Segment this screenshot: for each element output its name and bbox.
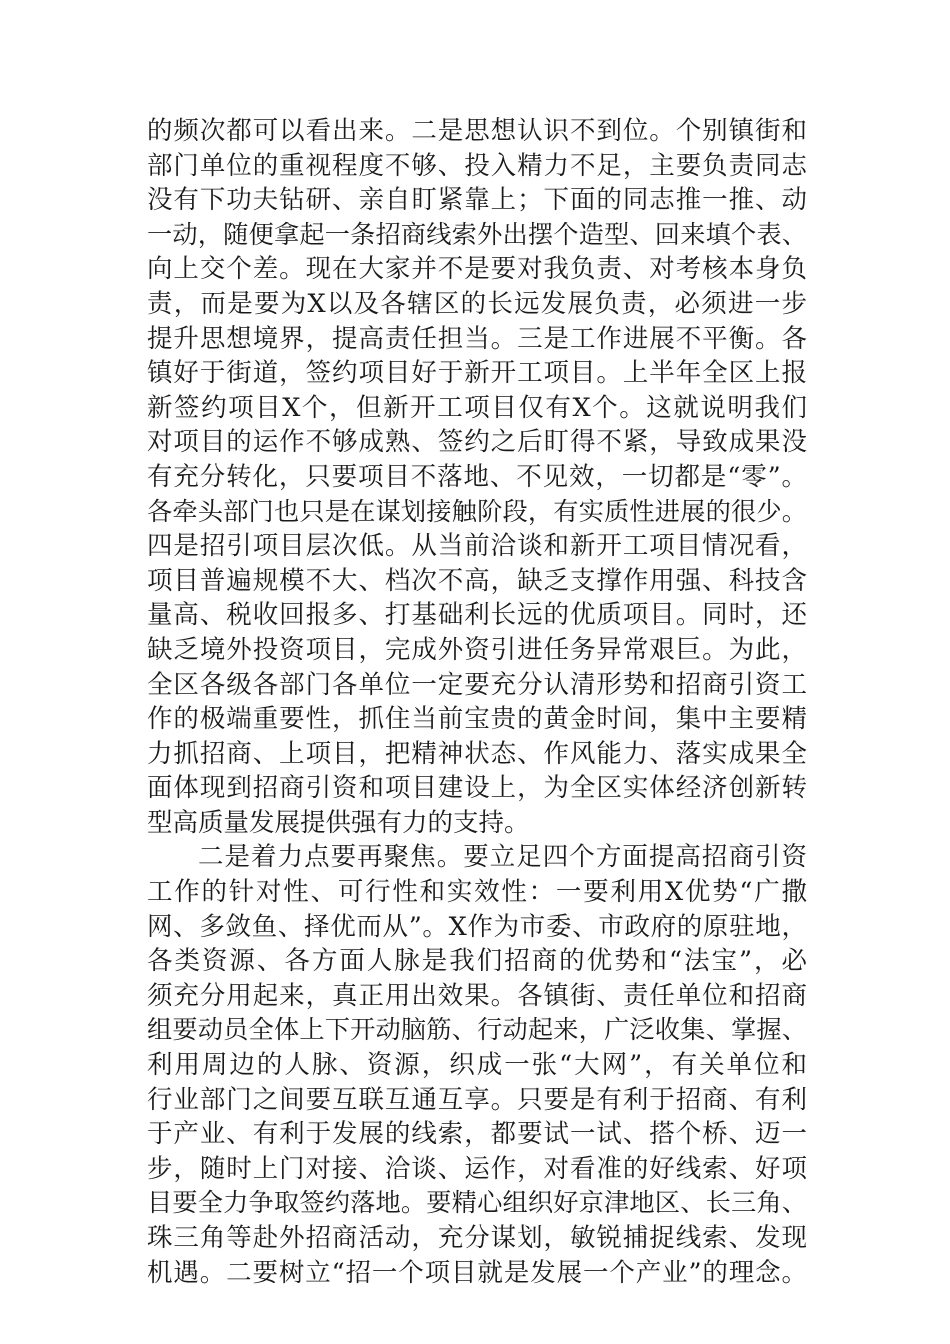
text-line: 新签约项目X个，但新开工项目仅有X个。这就说明我们 <box>147 392 807 423</box>
text-line: 责，而是要为X以及各辖区的长远发展负责，必须进一步 <box>147 288 807 319</box>
text-line: 向上交个差。现在大家并不是要对我负责、对考核本身负 <box>147 254 807 285</box>
paragraph <box>147 840 807 1290</box>
text-line: 型高质量发展提供强有力的支持。 <box>147 807 530 838</box>
text-line: 于产业、有利于发展的线索，都要试一试、搭个桥、迈一 <box>147 1119 807 1150</box>
text-line: 各牵头部门也只是在谋划接触阶段，有实质性进展的很少。 <box>147 496 807 526</box>
text-line: 缺乏境外投资项目，完成外资引进任务异常艰巨。为此， <box>147 634 807 665</box>
text-line: 面体现到招商引资和项目建设上，为全区实体经济创新转 <box>147 773 807 804</box>
text-line: 力抓招商、上项目，把精神状态、作风能力、落实成果全 <box>147 738 807 769</box>
paragraph <box>147 114 807 840</box>
text-line: 对项目的运作不够成熟、签约之后盯得不紧，导致成果没 <box>147 427 807 458</box>
text-line: 工作的针对性、可行性和实效性：一要利用X优势“广撒 <box>147 877 807 908</box>
text-line: 步，随时上门对接、洽谈、运作，对看准的好线索、好项 <box>147 1153 807 1184</box>
text-line: 项目普遍规模不大、档次不高，缺乏支撑作用强、科技含 <box>147 565 807 596</box>
text-line: 珠三角等赴外招商活动，充分谋划，敏锐捕捉线索、发现 <box>147 1223 807 1253</box>
text-line: 二是着力点要再聚焦。要立足四个方面提高招商引资 <box>198 842 807 873</box>
text-line: 提升思想境界，提高责任担当。三是工作进展不平衡。各 <box>147 323 807 354</box>
text-line: 四是招引项目层次低。从当前洽谈和新开工项目情况看， <box>147 531 807 562</box>
text-line: 没有下功夫钻研、亲自盯紧靠上；下面的同志推一推、动 <box>147 185 807 216</box>
text-line: 组要动员全体上下开动脑筋、行动起来，广泛收集、掌握、 <box>147 1015 807 1045</box>
text-line: 的频次都可以看出来。二是思想认识不到位。个别镇街和 <box>147 116 807 146</box>
document-body <box>147 114 807 1290</box>
text-line: 全区各级各部门各单位一定要充分认清形势和招商引资工 <box>147 669 807 700</box>
text-line: 量高、税收回报多、打基础利长远的优质项目。同时，还 <box>147 600 807 631</box>
text-line: 须充分用起来，真正用出效果。各镇街、责任单位和招商 <box>147 980 807 1011</box>
text-line: 镇好于街道，签约项目好于新开工项目。上半年全区上报 <box>147 358 807 389</box>
text-line: 各类资源、各方面人脉是我们招商的优势和“法宝”，必 <box>147 946 807 977</box>
text-line: 网、多敛鱼、择优而从”。X作为市委、市政府的原驻地， <box>147 911 807 942</box>
text-line: 有充分转化，只要项目不落地、不见效，一切都是“零”。 <box>147 461 807 492</box>
text-line: 作的极端重要性，抓住当前宝贵的黄金时间，集中主要精 <box>147 704 807 735</box>
text-line: 行业部门之间要互联互通互享。只要是有利于招商、有利 <box>147 1084 807 1115</box>
text-line: 目要全力争取签约落地。要精心组织好京津地区、长三角、 <box>147 1188 807 1218</box>
text-line: 部门单位的重视程度不够、投入精力不足，主要负责同志 <box>147 150 807 181</box>
text-line: 一动，随便拿起一条招商线索外出摆个造型、回来填个表、 <box>147 219 807 249</box>
text-line: 利用周边的人脉、资源，织成一张“大网”，有关单位和 <box>147 1050 807 1081</box>
text-line: 机遇。二要树立“招一个项目就是发展一个产业”的理念。 <box>147 1257 807 1288</box>
